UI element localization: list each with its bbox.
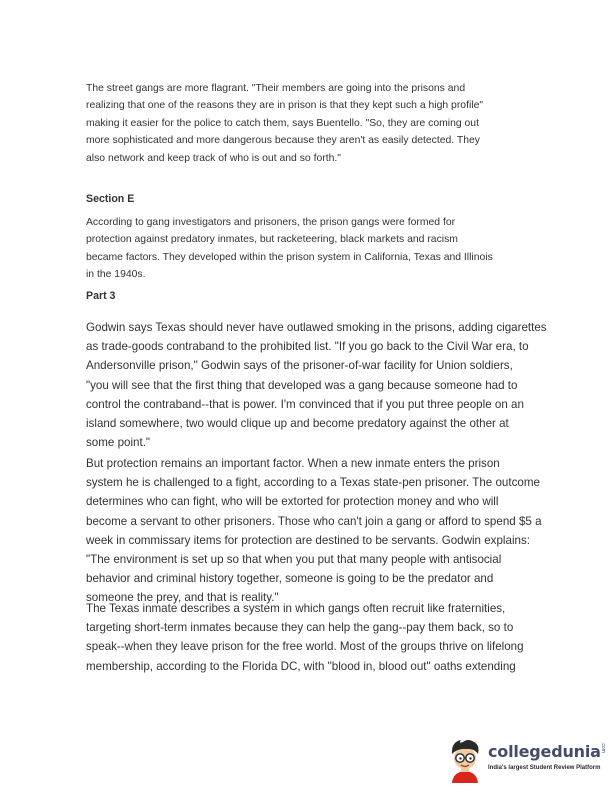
- student-mascot-icon: [444, 736, 486, 784]
- paragraph-texas-inmate: [86, 599, 546, 676]
- collegedunia-logo: [444, 736, 610, 786]
- text-line: in the 1940s.: [86, 269, 146, 281]
- text-line: making it easier for the police to catch them, says Buentello. "So, they are coming out: [86, 117, 479, 129]
- paragraph-section-e: [86, 214, 516, 284]
- text-line: more sophisticated and more dangerous because they aren't as easily detected. They: [86, 135, 480, 147]
- text-line: speak--when they leave prison for the free world. Most of the groups thrive on lifelong: [86, 640, 524, 654]
- section-e-heading: Section E: [86, 193, 135, 205]
- text-line: system he is challenged to a fight, according to a Texas state-pen prisoner. The outcome: [86, 476, 540, 490]
- text-line: Andersonville prison," Godwin says of the prisoner-of-war facility for Union soldiers,: [86, 359, 513, 373]
- text-line: become a servant to other prisoners. Those who can't join a gang or afford to spend $5 a: [86, 514, 542, 528]
- text-line: According to gang investigators and prisoners, the prison gangs were formed for: [86, 217, 456, 228]
- logo-wordmark: collegedunia: [488, 742, 601, 761]
- text-line: "you will see that the first thing that developed was a gang because someone had to: [86, 378, 518, 392]
- text-line: also network and keep track of who is out and so forth.": [86, 152, 341, 164]
- text-line: "The environment is set up so that when you put that many people with antisocial: [86, 553, 502, 567]
- text-line: became factors. They developed within the prison system in California, Texas and Illinois: [86, 251, 493, 263]
- paragraph-godwin: [86, 318, 546, 452]
- text-line: as trade-goods contraband to the prohibited list. "If you go back to the Civil War era, to: [86, 340, 529, 354]
- text-line: targeting short-term inmates because they can help the gang--pay them back, so to: [86, 621, 514, 635]
- part-3-heading: Part 3: [86, 290, 116, 302]
- text-line: realizing that one of the reasons they are in prison is that they kept such a high profile": [86, 100, 484, 112]
- paragraph-protection: [86, 454, 546, 608]
- text-line: membership, according to the Florida DC, with "blood in, blood out" oaths extending: [86, 659, 516, 673]
- paragraph-street-gangs: [86, 80, 516, 167]
- text-line: island somewhere, two would clique up and become predatory against the other at: [86, 417, 509, 431]
- text-line: someone the prey, and that is reality.": [86, 591, 279, 605]
- text-line: protection against predatory inmates, but racketeering, black markets and racism: [86, 234, 458, 246]
- text-line: The Texas inmate describes a system in which gangs often recruit like fraternities,: [86, 602, 506, 615]
- logo-tagline: India's largest Student Review Platform: [488, 765, 601, 771]
- text-line: determines who can fight, who will be extorted for protection money and who will: [86, 495, 499, 509]
- text-line: Godwin says Texas should never have outlawed smoking in the prisons, adding cigarettes: [86, 321, 547, 334]
- logo-domain: .com: [600, 742, 606, 753]
- text-line: week in commissary items for protection are destined to be servants. Godwin explains:: [86, 533, 530, 547]
- text-line: control the contraband--that is power. I'm convinced that if you put three people on an: [86, 397, 524, 411]
- text-line: But protection remains an important factor. When a new inmate enters the prison: [86, 457, 500, 470]
- text-line: behavior and criminal history together, someone is going to be the predator and: [86, 572, 494, 586]
- text-line: some point.": [86, 436, 151, 450]
- text-line: The street gangs are more flagrant. "Their members are going into the prisons and: [86, 83, 466, 94]
